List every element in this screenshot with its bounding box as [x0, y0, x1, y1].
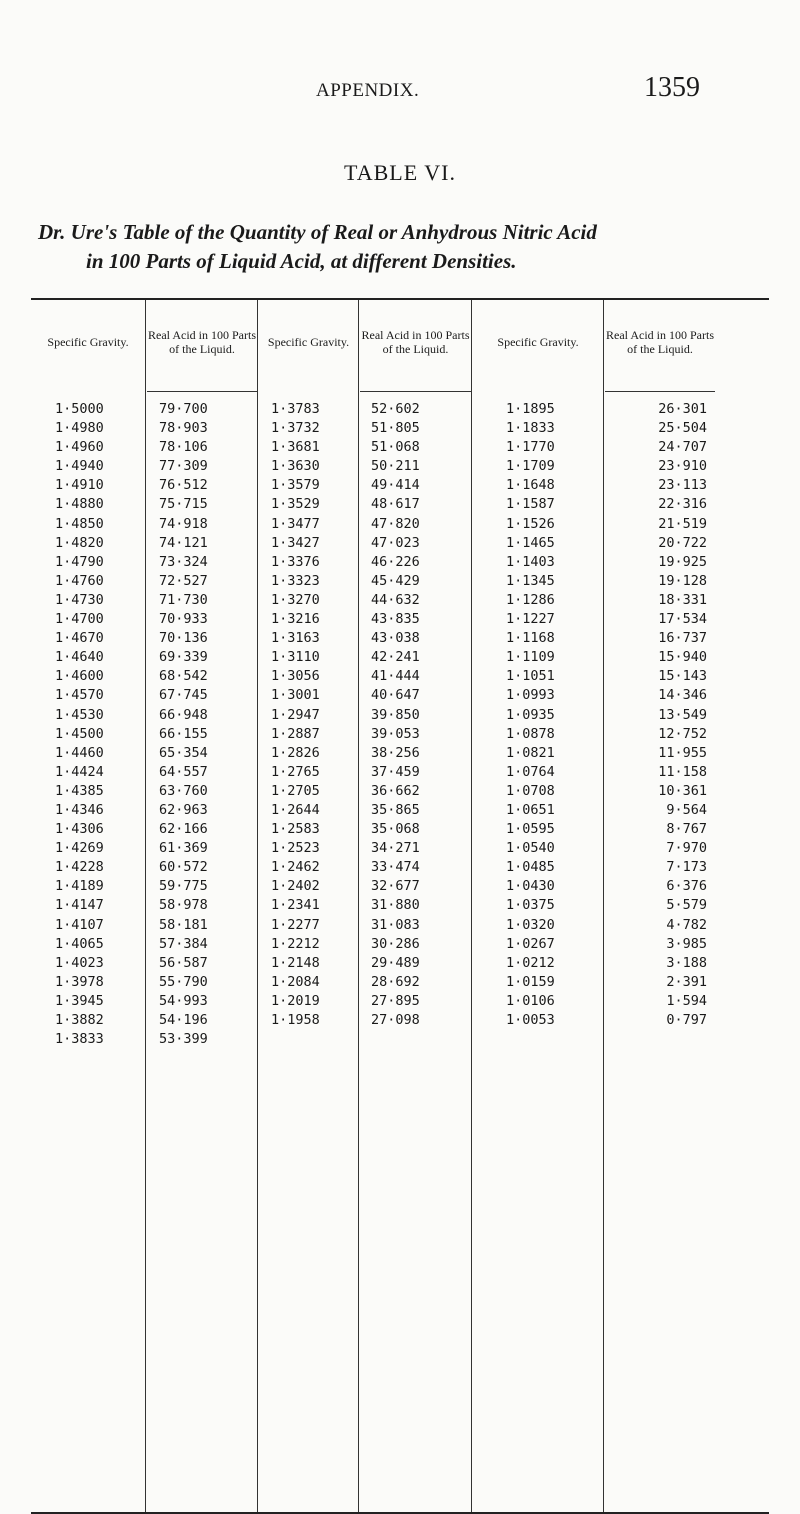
table-cell: 1·3630 [271, 458, 320, 475]
running-title: APPENDIX. [316, 80, 420, 101]
table-cell: 19·925 [658, 553, 707, 570]
table-cell: 33·474 [371, 859, 420, 876]
table-cell: 62·963 [159, 801, 208, 818]
table-cell: 52·602 [371, 401, 420, 417]
table-cell: 1·4760 [55, 572, 104, 589]
table-cell: 27·895 [371, 992, 420, 1009]
table-cell: 1·0485 [506, 859, 555, 876]
table-cell: 41·444 [371, 668, 420, 685]
table-cell: 28·692 [371, 973, 420, 990]
table-cell: 1·2277 [271, 916, 320, 933]
table-cell: 13·549 [658, 706, 707, 723]
column-specific-gravity-3 [506, 400, 555, 1030]
table-cell: 37·459 [371, 763, 420, 780]
table-cell: 1·2887 [271, 725, 320, 742]
table-cell: 1·0430 [506, 878, 555, 895]
caption-line-2: in 100 Parts of Liquid Acid, at different Densities. [86, 249, 517, 273]
table-cell: 61·369 [159, 840, 208, 857]
table-cell: 1·1895 [506, 401, 555, 417]
header-rule [360, 391, 471, 392]
table-cell: 1·1345 [506, 572, 555, 589]
table-cell: 67·745 [159, 687, 208, 704]
table-cell: 16·737 [658, 630, 707, 647]
table-cell: 11·158 [658, 763, 707, 780]
table-cell: 1·3529 [271, 496, 320, 513]
table-cell: 45·429 [371, 572, 420, 589]
table-cell: 1·594 [666, 992, 707, 1009]
table-cell: 1·1770 [506, 439, 555, 456]
table-cell: 74·918 [159, 515, 208, 532]
running-head [0, 72, 800, 112]
table-cell: 2·391 [666, 973, 707, 990]
table-cell: 1·4910 [55, 477, 104, 494]
table-cell: 12·752 [658, 725, 707, 742]
table-cell: 73·324 [159, 553, 208, 570]
table-cell: 53·399 [159, 1031, 208, 1048]
table-cell: 32·677 [371, 878, 420, 895]
table-cell: 1·3001 [271, 687, 320, 704]
column-divider [471, 300, 472, 1512]
table-cell: 1·4700 [55, 611, 104, 628]
header-real-acid-1: Real Acid in 100 Parts of the Liquid. [148, 328, 256, 356]
table-cell: 1·2705 [271, 782, 320, 799]
table-cell: 1·1709 [506, 458, 555, 475]
table-cell: 43·038 [371, 630, 420, 647]
table-cell: 39·850 [371, 706, 420, 723]
table-cell: 62·166 [159, 821, 208, 838]
table-cell: 1·3882 [55, 1012, 104, 1028]
table-cell: 7·173 [666, 859, 707, 876]
table-cell: 10·361 [658, 782, 707, 799]
table-cell: 1·4600 [55, 668, 104, 685]
table-cell: 46·226 [371, 553, 420, 570]
table-cell: 1·4269 [55, 840, 104, 857]
table-cell: 1·1958 [271, 1012, 320, 1028]
table-cell: 1·4228 [55, 859, 104, 876]
table-cell: 6·376 [666, 878, 707, 895]
table-cell: 79·700 [159, 401, 208, 417]
column-real-acid-1 [159, 400, 208, 1049]
table-cell: 25·504 [658, 420, 707, 437]
table-cell: 76·512 [159, 477, 208, 494]
table-cell: 1·5000 [55, 401, 104, 417]
table-cell: 77·309 [159, 458, 208, 475]
table-cell: 1·1286 [506, 591, 555, 608]
table-cell: 38·256 [371, 744, 420, 761]
table-cell: 1·2765 [271, 763, 320, 780]
table-cell: 1·0267 [506, 935, 555, 952]
table-cell: 50·211 [371, 458, 420, 475]
table-cell: 30·286 [371, 935, 420, 952]
column-divider [145, 300, 146, 1512]
table-cell: 1·0540 [506, 840, 555, 857]
table-cell: 7·970 [666, 840, 707, 857]
column-real-acid-3 [619, 400, 707, 1030]
table-cell: 1·4850 [55, 515, 104, 532]
table-cell: 1·3056 [271, 668, 320, 685]
table-cell: 1·1587 [506, 496, 555, 513]
table-cell: 51·068 [371, 439, 420, 456]
table-cell: 1·2583 [271, 821, 320, 838]
table-cell: 1·2644 [271, 801, 320, 818]
table-cell: 1·0320 [506, 916, 555, 933]
table-cell: 1·2019 [271, 992, 320, 1009]
header-specific-gravity-3: Specific Gravity. [497, 335, 579, 349]
table-cell: 31·083 [371, 916, 420, 933]
table-cell: 75·715 [159, 496, 208, 513]
table-cell: 1·4460 [55, 744, 104, 761]
table-cell: 58·978 [159, 897, 208, 914]
table-cell: 60·572 [159, 859, 208, 876]
table-cell: 1·2212 [271, 935, 320, 952]
table-cell: 1·4107 [55, 916, 104, 933]
table-cell: 54·196 [159, 1012, 208, 1028]
table-cell: 66·155 [159, 725, 208, 742]
table-cell: 35·865 [371, 801, 420, 818]
table-cell: 21·519 [658, 515, 707, 532]
table-cell: 1·3270 [271, 591, 320, 608]
header-rule [605, 391, 715, 392]
table-cell: 1·0053 [506, 1012, 555, 1028]
table-cell: 42·241 [371, 649, 420, 666]
table-cell: 1·4570 [55, 687, 104, 704]
table-cell: 1·2341 [271, 897, 320, 914]
column-real-acid-2 [371, 400, 420, 1030]
table-cell: 66·948 [159, 706, 208, 723]
table-cell: 1·2826 [271, 744, 320, 761]
table-cell: 1·1051 [506, 668, 555, 685]
table-cell: 1·4670 [55, 630, 104, 647]
table-cell: 47·023 [371, 534, 420, 551]
column-divider [358, 300, 359, 1512]
table-cell: 69·339 [159, 649, 208, 666]
table-cell: 1·1109 [506, 649, 555, 666]
table-cell: 1·4940 [55, 458, 104, 475]
table-cell: 1·4306 [55, 821, 104, 838]
table-cell: 65·354 [159, 744, 208, 761]
table-cell: 1·3477 [271, 515, 320, 532]
table-cell: 63·760 [159, 782, 208, 799]
table-cell: 1·4960 [55, 439, 104, 456]
table-cell: 26·301 [658, 401, 707, 417]
table-cell: 1·2947 [271, 706, 320, 723]
caption-line-1: Dr. Ure's Table of the Quantity of Real or Anhydrous Nitric Acid [38, 220, 597, 244]
table-cell: 1·0821 [506, 744, 555, 761]
table-cell: 1·3978 [55, 973, 104, 990]
table-cell: 49·414 [371, 477, 420, 494]
nitric-acid-table [31, 298, 769, 1514]
table-cell: 1·3427 [271, 534, 320, 551]
table-cell: 64·557 [159, 763, 208, 780]
table-cell: 19·128 [658, 572, 707, 589]
page-number: 1359 [644, 72, 700, 103]
table-cell: 1·4730 [55, 591, 104, 608]
table-cell: 18·331 [658, 591, 707, 608]
table-cell: 57·384 [159, 935, 208, 952]
table-cell: 1·1227 [506, 611, 555, 628]
table-cell: 1·4189 [55, 878, 104, 895]
table-cell: 1·2084 [271, 973, 320, 990]
table-cell: 55·790 [159, 973, 208, 990]
table-cell: 1·4346 [55, 801, 104, 818]
table-cell: 1·1465 [506, 534, 555, 551]
header-real-acid-2: Real Acid in 100 Parts of the Liquid. [361, 328, 470, 356]
table-cell: 15·143 [658, 668, 707, 685]
table-cell: 34·271 [371, 840, 420, 857]
table-cell: 1·1833 [506, 420, 555, 437]
table-cell: 4·782 [666, 916, 707, 933]
table-cell: 51·805 [371, 420, 420, 437]
table-cell: 1·4640 [55, 649, 104, 666]
table-cell: 3·985 [666, 935, 707, 952]
table-cell: 11·955 [658, 744, 707, 761]
table-cell: 68·542 [159, 668, 208, 685]
table-cell: 14·346 [658, 687, 707, 704]
table-cell: 44·632 [371, 591, 420, 608]
table-cell: 1·3323 [271, 572, 320, 589]
table-cell: 78·106 [159, 439, 208, 456]
column-specific-gravity-1 [55, 400, 104, 1049]
table-cell: 23·113 [658, 477, 707, 494]
table-cell: 74·121 [159, 534, 208, 551]
table-cell: 54·993 [159, 992, 208, 1009]
table-cell: 1·4424 [55, 763, 104, 780]
table-cell: 1·3681 [271, 439, 320, 456]
table-cell: 1·0651 [506, 801, 555, 818]
header-specific-gravity-2: Specific Gravity. [267, 335, 350, 349]
table-cell: 1·0708 [506, 782, 555, 799]
table-cell: 1·0159 [506, 973, 555, 990]
table-cell: 29·489 [371, 954, 420, 971]
table-cell: 1·0935 [506, 706, 555, 723]
column-divider [603, 300, 604, 1512]
table-cell: 40·647 [371, 687, 420, 704]
table-caption [38, 218, 778, 276]
table-cell: 70·933 [159, 611, 208, 628]
table-cell: 70·136 [159, 630, 208, 647]
table-cell: 1·0993 [506, 687, 555, 704]
table-cell: 59·775 [159, 878, 208, 895]
table-cell: 1·3376 [271, 553, 320, 570]
table-cell: 1·4820 [55, 534, 104, 551]
table-cell: 22·316 [658, 496, 707, 513]
table-cell: 1·4980 [55, 420, 104, 437]
table-cell: 3·188 [666, 954, 707, 971]
table-cell: 1·2148 [271, 954, 320, 971]
table-cell: 1·0595 [506, 821, 555, 838]
table-cell: 24·707 [658, 439, 707, 456]
table-cell: 1·4385 [55, 782, 104, 799]
table-cell: 8·767 [666, 821, 707, 838]
table-cell: 1·0764 [506, 763, 555, 780]
table-cell: 1·3732 [271, 420, 320, 437]
table-cell: 1·1403 [506, 553, 555, 570]
table-cell: 1·4065 [55, 935, 104, 952]
table-cell: 36·662 [371, 782, 420, 799]
table-cell: 1·3945 [55, 992, 104, 1009]
header-specific-gravity-1: Specific Gravity. [47, 335, 129, 349]
table-cell: 1·1168 [506, 630, 555, 647]
table-cell: 72·527 [159, 572, 208, 589]
table-cell: 1·3110 [271, 649, 320, 666]
table-cell: 1·1526 [506, 515, 555, 532]
table-cell: 1·0878 [506, 725, 555, 742]
table-cell: 1·1648 [506, 477, 555, 494]
table-cell: 1·3783 [271, 401, 320, 417]
table-cell: 35·068 [371, 821, 420, 838]
table-cell: 1·4023 [55, 954, 104, 971]
table-cell: 43·835 [371, 611, 420, 628]
table-cell: 1·3216 [271, 611, 320, 628]
table-title: TABLE VI. [344, 160, 456, 185]
table-cell: 1·2462 [271, 859, 320, 876]
table-cell: 48·617 [371, 496, 420, 513]
table-cell: 1·3579 [271, 477, 320, 494]
table-cell: 15·940 [658, 649, 707, 666]
table-cell: 27·098 [371, 1012, 420, 1028]
table-cell: 20·722 [658, 534, 707, 551]
table-cell: 71·730 [159, 591, 208, 608]
table-cell: 9·564 [666, 801, 707, 818]
table-cell: 1·2523 [271, 840, 320, 857]
table-cell: 1·4880 [55, 496, 104, 513]
column-divider [257, 300, 258, 1512]
table-cell: 58·181 [159, 916, 208, 933]
header-rule [147, 391, 257, 392]
table-cell: 1·4500 [55, 725, 104, 742]
table-cell: 5·579 [666, 897, 707, 914]
table-cell: 56·587 [159, 954, 208, 971]
table-cell: 1·4790 [55, 553, 104, 570]
table-cell: 78·903 [159, 420, 208, 437]
table-cell: 1·3163 [271, 630, 320, 647]
table-cell: 1·0106 [506, 992, 555, 1009]
table-cell: 31·880 [371, 897, 420, 914]
table-cell: 0·797 [666, 1012, 707, 1028]
table-cell: 1·2402 [271, 878, 320, 895]
header-real-acid-3: Real Acid in 100 Parts of the Liquid. [606, 328, 714, 356]
table-cell: 1·4147 [55, 897, 104, 914]
table-cell: 1·0375 [506, 897, 555, 914]
table-cell: 23·910 [658, 458, 707, 475]
table-cell: 17·534 [658, 611, 707, 628]
table-cell: 47·820 [371, 515, 420, 532]
table-cell: 1·4530 [55, 706, 104, 723]
table-cell: 1·0212 [506, 954, 555, 971]
table-cell: 1·3833 [55, 1031, 104, 1048]
column-specific-gravity-2 [271, 400, 320, 1030]
table-cell: 39·053 [371, 725, 420, 742]
